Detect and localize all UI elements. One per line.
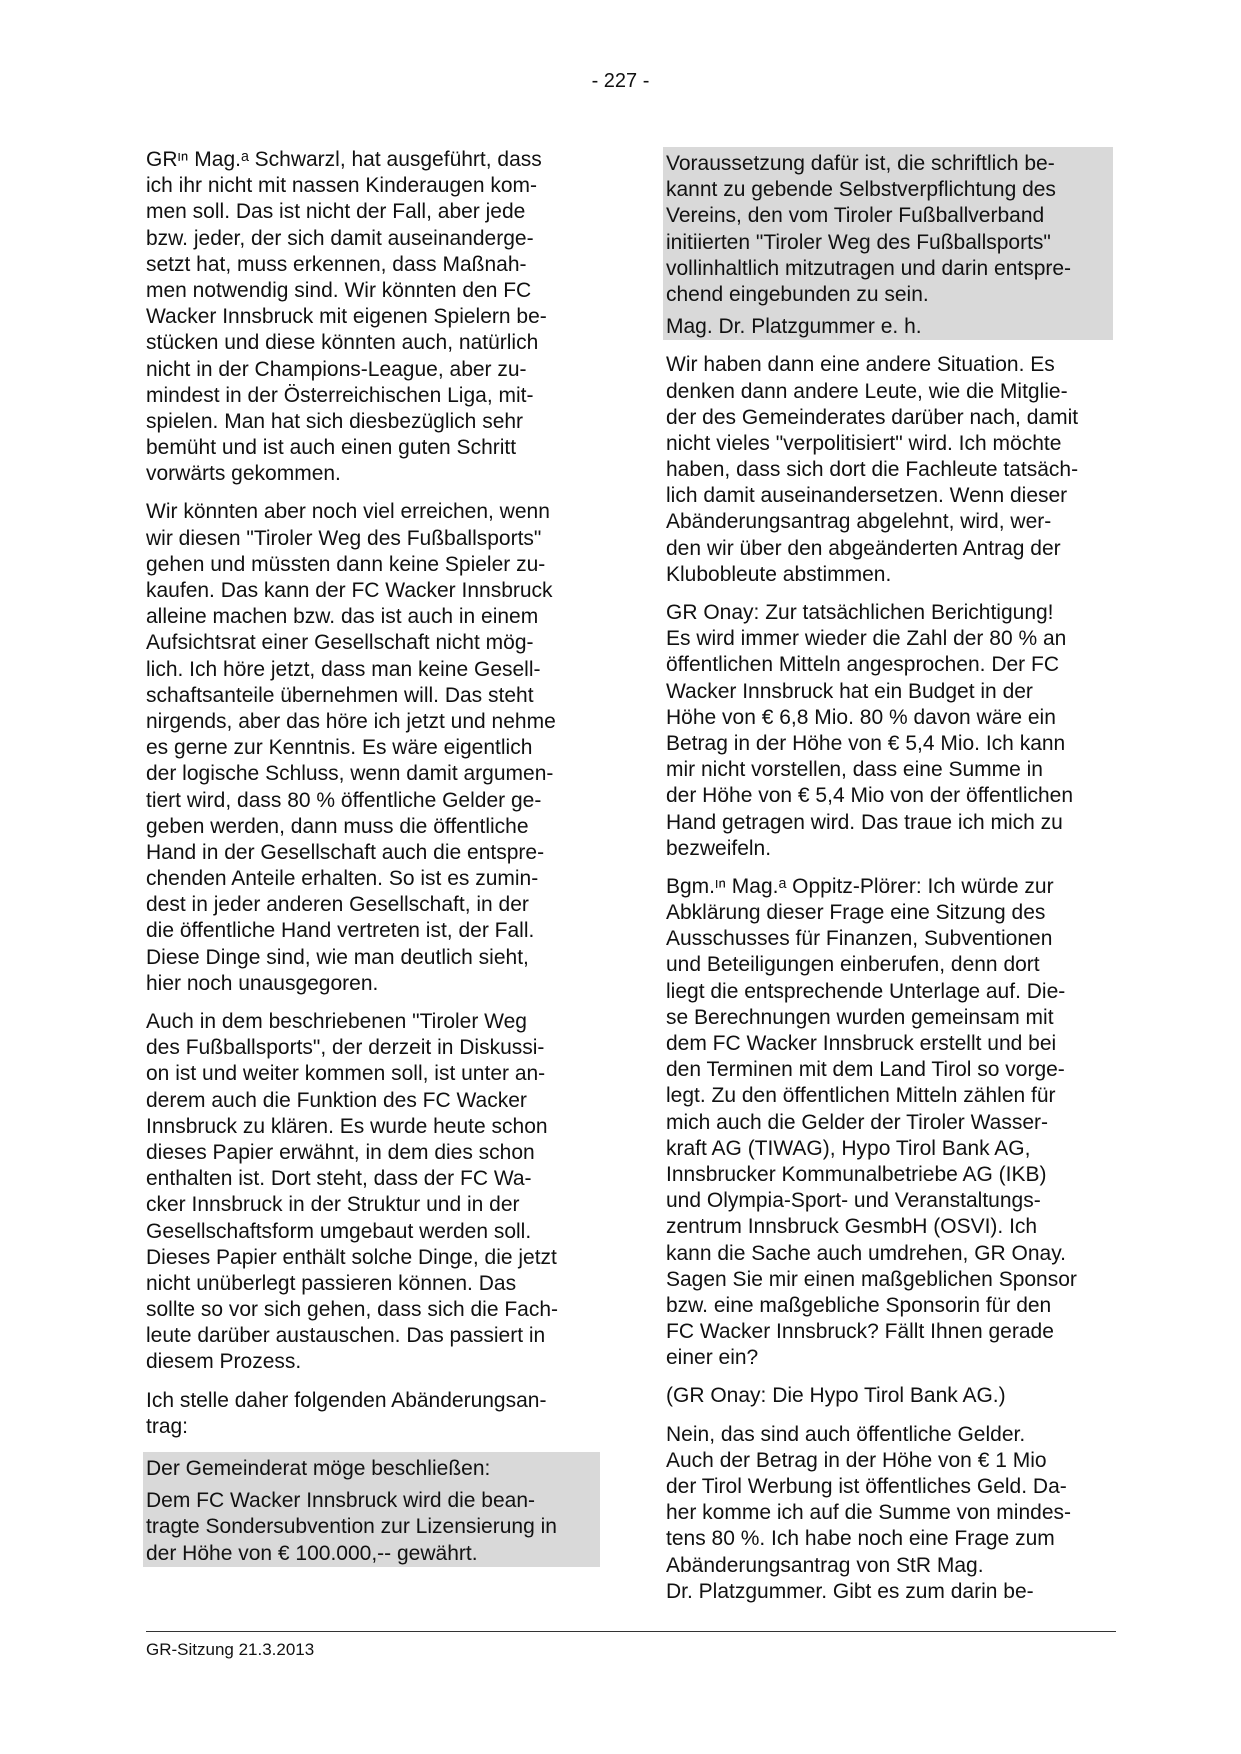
text-line: der des Gemeinderates darüber nach, damit (666, 405, 1079, 429)
text-line: spielen. Man hat sich diesbezüglich sehr (146, 409, 524, 433)
text-line: GRᶦⁿ Mag.ᵃ Schwarzl, hat ausgeführt, dass (146, 148, 542, 171)
text-line: hier noch unausgegoren. (146, 971, 379, 995)
text-line: derem auch die Funktion des FC Wacker (146, 1088, 527, 1112)
highlighted-paragraph (143, 1452, 600, 1488)
highlighted-paragraph (663, 314, 1113, 340)
text-line: FC Wacker Innsbruck? Fällt Ihnen gerade (666, 1320, 1054, 1344)
page-number: - 227 - (591, 70, 650, 92)
text-line: Bgm.ᶦⁿ Mag.ᵃ Oppitz-Plörer: Ich würde zur (666, 874, 1054, 898)
text-line: Höhe von € 6,8 Mio. 80 % davon wäre ein (666, 705, 1056, 729)
text-line: cker Innsbruck in der Struktur und in der (146, 1193, 520, 1217)
text-line: dest in jeder anderen Gesellschaft, in der (146, 893, 529, 917)
text-line: tens 80 %. Ich habe noch eine Frage zum (666, 1527, 1055, 1551)
text-line: lich damit auseinandersetzen. Wenn dieser (666, 484, 1068, 508)
text-line: chenden Anteile erhalten. So ist es zumin- (146, 867, 539, 891)
paragraph (146, 1009, 600, 1376)
text-line: men notwendig sind. Wir könnten den FC (146, 278, 532, 302)
text-line: schaftsanteile übernehmen will. Das steht (146, 683, 534, 707)
text-line: vorwärts gekommen. (146, 462, 341, 486)
text-line: initiierten "Tiroler Weg des Fußballsports" (666, 230, 1051, 254)
text-line: Innsbruck zu klären. Es wurde heute schon (146, 1114, 548, 1138)
text-line: Betrag in der Höhe von € 5,4 Mio. Ich kann (666, 731, 1066, 755)
text-line: Dem FC Wacker Innsbruck wird die bean- (146, 1489, 536, 1513)
text-line: Ausschusses für Finanzen, Subventionen (666, 927, 1053, 951)
text-line: haben, dass sich dort die Fachleute tatsäch- (666, 458, 1079, 482)
text-line: Klubobleute abstimmen. (666, 562, 892, 586)
footer-divider (146, 1631, 1116, 1632)
text-line: Wir haben dann eine andere Situation. Es (666, 353, 1055, 377)
text-line: wir diesen "Tiroler Weg des Fußballsports" (146, 526, 542, 550)
text-line: bezweifeln. (666, 836, 772, 860)
text-line: (GR Onay: Die Hypo Tirol Bank AG.) (666, 1384, 1006, 1408)
text-line: und Olympia-Sport- und Veranstaltungs- (666, 1189, 1041, 1213)
text-line: bzw. jeder, der sich damit auseinanderge- (146, 226, 534, 250)
text-line: mich auch die Gelder der Tiroler Wasser- (666, 1110, 1049, 1134)
text-line: dieses Papier erwähnt, in dem dies schon (146, 1140, 535, 1164)
text-line: der Höhe von € 5,4 Mio von der öffentlichen (666, 784, 1074, 808)
text-line: Innsbrucker Kommunalbetriebe AG (IKB) (666, 1162, 1047, 1186)
text-line: nirgends, aber das höre ich jetzt und nehme (146, 709, 556, 733)
text-line: Sagen Sie mir einen maßgeblichen Sponsor (666, 1267, 1077, 1291)
text-line: ich ihr nicht mit nassen Kinderaugen kom- (146, 174, 538, 198)
text-line: Hand getragen wird. Das traue ich mich zu (666, 810, 1063, 834)
highlighted-paragraph (663, 147, 1113, 314)
text-line: trag: (146, 1414, 189, 1438)
text-line: leute darüber austauschen. Das passiert in (146, 1324, 546, 1348)
text-line: zentrum Innsbruck GesmbH (OSVI). Ich (666, 1215, 1038, 1239)
text-line: Diese Dinge sind, wie man deutlich sieht, (146, 945, 529, 969)
paragraph (146, 1388, 600, 1440)
text-line: Abänderungsantrag abgelehnt, wird, wer- (666, 510, 1052, 534)
text-line: chend eingebunden zu sein. (666, 282, 929, 306)
text-line: der logische Schluss, wenn damit argumen- (146, 762, 554, 786)
text-line: Wacker Innsbruck mit eigenen Spielern be- (146, 305, 547, 329)
paragraph (666, 352, 1110, 588)
text-line: gehen und müssten dann keine Spieler zu- (146, 552, 546, 576)
text-line: sollte so vor sich gehen, dass sich die Fach- (146, 1298, 559, 1322)
text-line: se Berechnungen wurden gemeinsam mit (666, 1005, 1054, 1029)
text-line: nicht vieles "verpolitisiert" wird. Ich möchte (666, 431, 1062, 455)
text-line: den Terminen mit dem Land Tirol so vorge- (666, 1058, 1065, 1082)
text-line: alleine machen bzw. das ist auch in einem (146, 605, 539, 629)
text-line: Voraussetzung dafür ist, die schriftlich be- (666, 152, 1055, 175)
text-line: denken dann andere Leute, wie die Mitglie- (666, 379, 1068, 403)
text-line: mindest in der Österreichischen Liga, mit- (146, 383, 534, 407)
text-line: Abklärung dieser Frage eine Sitzung des (666, 901, 1046, 925)
paragraph (666, 874, 1110, 1372)
text-line: kraft AG (TIWAG), Hypo Tirol Bank AG, (666, 1136, 1031, 1160)
text-line: Ich stelle daher folgenden Abänderungsan- (146, 1388, 547, 1412)
text-line: Aufsichtsrat einer Gesellschaft nicht mög- (146, 631, 534, 655)
text-line: kannt zu gebende Selbstverpflichtung des (666, 178, 1056, 202)
text-line: Hand in der Gesellschaft auch die entspre- (146, 840, 545, 864)
text-line: Nein, das sind auch öffentliche Gelder. (666, 1422, 1026, 1446)
paragraph (666, 600, 1110, 862)
highlighted-paragraph (143, 1488, 600, 1567)
text-line: Der Gemeinderat möge beschließen: (146, 1457, 491, 1480)
text-line: setzt hat, muss erkennen, dass Maßnah- (146, 252, 527, 276)
text-line: vollinhaltlich mitzutragen und darin entspre- (666, 256, 1072, 280)
text-line: Auch der Betrag in der Höhe von € 1 Mio (666, 1448, 1047, 1472)
right-column (666, 147, 1120, 1617)
text-line: Es wird immer wieder die Zahl der 80 % an (666, 627, 1067, 651)
text-line: bemüht und ist auch einen guten Schritt (146, 436, 517, 460)
text-line: nicht in der Champions-League, aber zu- (146, 357, 527, 381)
text-line: Gesellschaftsform umgebaut werden soll. (146, 1219, 532, 1243)
footer-session-date: GR-Sitzung 21.3.2013 (146, 1640, 315, 1659)
text-line: kann die Sache auch umdrehen, GR Onay. (666, 1241, 1067, 1265)
text-line: liegt die entsprechende Unterlage auf. Die- (666, 979, 1066, 1003)
paragraph (666, 1422, 1110, 1605)
text-line: geben werden, dann muss die öffentliche (146, 814, 529, 838)
text-line: der Höhe von € 100.000,-- gewährt. (146, 1541, 478, 1565)
text-line: Dr. Platzgummer. Gibt es zum darin be- (666, 1579, 1034, 1603)
text-line: Abänderungsantrag von StR Mag. (666, 1553, 984, 1577)
text-line: bzw. eine maßgebliche Sponsorin für den (666, 1293, 1052, 1317)
paragraph (146, 147, 600, 487)
text-line: Wir könnten aber noch viel erreichen, wenn (146, 500, 550, 524)
text-line: Mag. Dr. Platzgummer e. h. (666, 315, 922, 339)
text-line: einer ein? (666, 1346, 759, 1370)
text-line: der Tirol Werbung ist öffentliches Geld. Da- (666, 1475, 1067, 1498)
text-line: es gerne zur Kenntnis. Es wäre eigentlich (146, 736, 533, 760)
text-line: Vereins, den vom Tiroler Fußballverband (666, 204, 1045, 228)
text-line: men soll. Das ist nicht der Fall, aber jede (146, 200, 526, 224)
left-column (146, 147, 600, 1579)
text-line: GR Onay: Zur tatsächlichen Berichtigung! (666, 601, 1054, 624)
text-line: tragte Sondersubvention zur Lizensierung in (146, 1515, 557, 1539)
text-line: Auch in dem beschriebenen "Tiroler Weg (146, 1010, 527, 1033)
text-line: den wir über den abgeänderten Antrag der (666, 536, 1061, 560)
text-line: Dieses Papier enthält solche Dinge, die jetzt (146, 1245, 557, 1269)
text-line: kaufen. Das kann der FC Wacker Innsbruck (146, 579, 553, 602)
text-line: tiert wird, dass 80 % öffentliche Gelder ge- (146, 788, 542, 812)
text-line: öffentlichen Mitteln angesprochen. Der FC (666, 653, 1059, 677)
text-line: lich. Ich höre jetzt, dass man keine Gesell- (146, 657, 541, 681)
text-line: Wacker Innsbruck hat ein Budget in der (666, 679, 1033, 703)
text-line: diesem Prozess. (146, 1350, 302, 1374)
text-line: her komme ich auf die Summe von mindes- (666, 1501, 1071, 1525)
text-line: dem FC Wacker Innsbruck erstellt und bei (666, 1032, 1057, 1055)
text-line: nicht unüberlegt passieren können. Das (146, 1271, 517, 1295)
text-line: mir nicht vorstellen, dass eine Summe in (666, 758, 1043, 782)
text-line: des Fußballsports", der derzeit in Diskussi- (146, 1036, 545, 1060)
text-line: enthalten ist. Dort steht, dass der FC Wa- (146, 1167, 532, 1191)
paragraph (146, 499, 600, 997)
text-line: die öffentliche Hand vertreten ist, der Fall. (146, 919, 535, 943)
text-line: legt. Zu den öffentlichen Mitteln zählen für (666, 1084, 1056, 1108)
text-line: stücken und diese könnten auch, natürlich (146, 331, 539, 355)
text-line: und Beteiligungen einberufen, denn dort (666, 953, 1040, 977)
text-line: on ist und weiter kommen soll, ist unter an- (146, 1062, 546, 1086)
paragraph (666, 1383, 1110, 1409)
